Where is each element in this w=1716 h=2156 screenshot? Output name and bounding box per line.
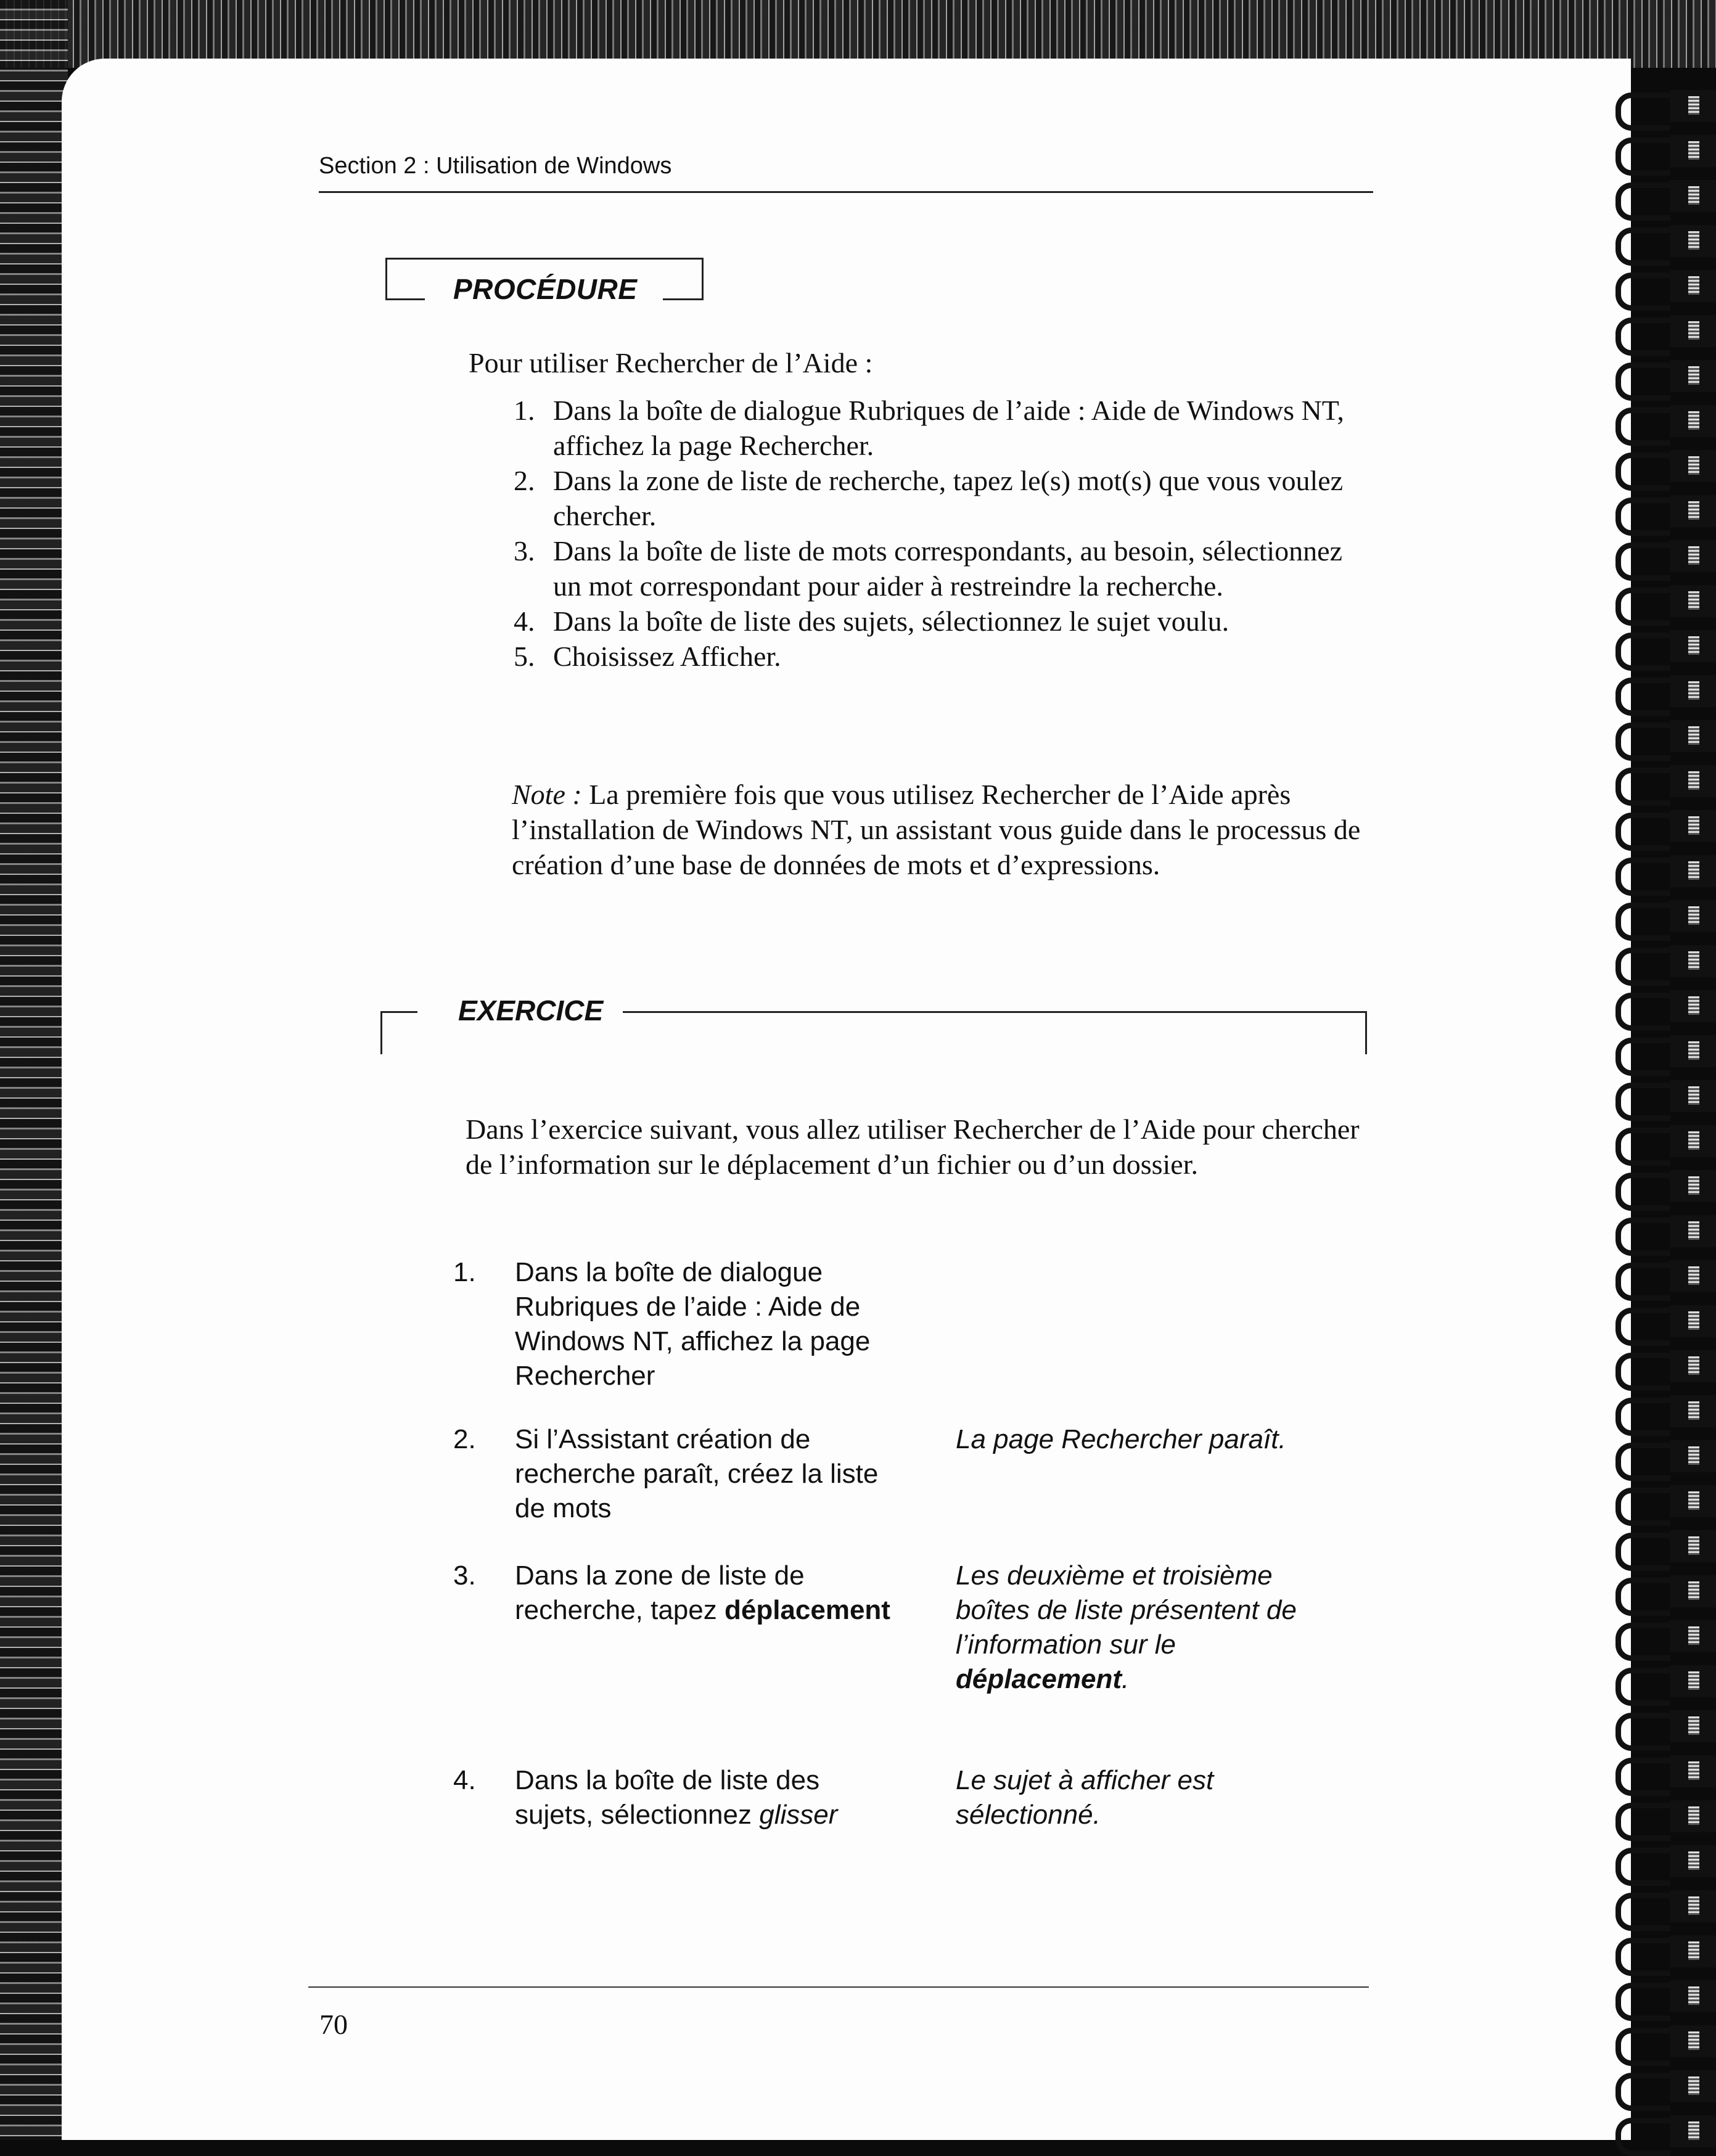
exercice-step-action <box>515 1763 946 1832</box>
binding-coil <box>1615 1173 1670 1211</box>
binding-coil <box>1615 1443 1670 1481</box>
binding-coil <box>1615 1938 1670 1976</box>
binding-tab <box>1670 1935 1716 1967</box>
binding-tab <box>1670 1710 1716 1742</box>
note-text: La première fois que vous utilisez Rechercher de l’Aide après l’installation de Windows NT, un assistant vous guide dans le processus de création d’une base de données de mots et d’expressions. <box>512 779 1361 880</box>
binding-coil <box>1615 1623 1670 1661</box>
step-number: 5. <box>514 641 535 672</box>
binding-coil <box>1615 137 1670 176</box>
binding-coil <box>1615 227 1670 266</box>
binding-tab <box>1670 2070 1716 2102</box>
action-keyword: déplacement <box>724 1595 890 1625</box>
binding-tab <box>1670 585 1716 617</box>
binding-coil <box>1615 1398 1670 1436</box>
action-line: Rubriques de l’aide : Aide de <box>515 1292 861 1322</box>
binding-tab <box>1670 1890 1716 1922</box>
exercice-title: EXERCICE <box>458 994 604 1027</box>
step-number: 4. <box>514 605 535 637</box>
exercice-frame-right-vertical <box>1365 1011 1367 1054</box>
binding-coil <box>1615 1263 1670 1301</box>
binding-tab <box>1670 1845 1716 1877</box>
binding-coil <box>1615 1218 1670 1256</box>
binding-tab <box>1670 630 1716 662</box>
exercice-step-number: 3. <box>453 1560 476 1591</box>
procedure-intro: Pour utiliser Rechercher de l’Aide : <box>469 347 873 379</box>
binding-tab <box>1670 2025 1716 2057</box>
procedure-frame-bottom-left <box>385 298 425 300</box>
exercice-step-result <box>956 1422 1375 1457</box>
binding-coil <box>1615 1803 1670 1841</box>
action-line: Windows NT, affichez la page <box>515 1326 871 1356</box>
binding-coil <box>1615 813 1670 851</box>
binding-coil <box>1615 1083 1670 1121</box>
step-text: Dans la boîte de liste de mots correspondants, au besoin, sélectionnez un mot correspondant pour aider à restreindre la recherche. <box>553 535 1342 602</box>
binding-tab <box>1670 1575 1716 1607</box>
exercice-frame-right <box>623 1011 1367 1013</box>
binding-coil <box>1615 1983 1670 2021</box>
result-line: Le sujet à afficher est <box>956 1765 1214 1795</box>
binding-tab <box>1670 405 1716 437</box>
footer-rule <box>308 1986 1369 1988</box>
exercice-step-number: 1. <box>453 1257 476 1287</box>
action-line: Si l’Assistant création de <box>515 1424 811 1454</box>
exercice-step-action <box>515 1255 946 1393</box>
binding-coil <box>1615 92 1670 131</box>
scan-border-left <box>0 0 68 2140</box>
binding-coil <box>1615 363 1670 401</box>
binding-coil <box>1615 408 1670 446</box>
binding-tab <box>1670 1125 1716 1157</box>
procedure-steps <box>509 393 1353 674</box>
binding-coil <box>1615 768 1670 806</box>
result-line: La page Rechercher paraît. <box>956 1424 1286 1454</box>
procedure-step <box>509 393 1353 463</box>
binding-tab <box>1670 1530 1716 1562</box>
action-text: sujets, sélectionnez <box>515 1800 760 1830</box>
binding-tab <box>1670 900 1716 932</box>
binding-coil <box>1615 1533 1670 1571</box>
binding-tab <box>1670 1260 1716 1292</box>
spiral-binding <box>1591 86 1716 2140</box>
page-number: 70 <box>319 2009 348 2040</box>
binding-tab <box>1670 1620 1716 1652</box>
step-text: Dans la boîte de liste des sujets, sélectionnez le sujet voulu. <box>553 605 1230 637</box>
binding-tab <box>1670 1215 1716 1247</box>
binding-tab <box>1670 180 1716 212</box>
binding-tab <box>1670 1440 1716 1472</box>
binding-coil <box>1615 1848 1670 1886</box>
exercice-step-action <box>515 1422 946 1526</box>
procedure-step <box>509 604 1353 639</box>
binding-tab <box>1670 225 1716 257</box>
binding-tab <box>1670 270 1716 302</box>
binding-tab <box>1670 1980 1716 2012</box>
step-text: Dans la zone de liste de recherche, tapez le(s) mot(s) que vous voulez chercher. <box>553 465 1344 531</box>
procedure-step <box>509 533 1353 604</box>
binding-coil <box>1615 2073 1670 2111</box>
binding-coil <box>1615 1488 1670 1526</box>
action-line: de mots <box>515 1493 612 1523</box>
header-rule <box>319 191 1373 193</box>
result-line <box>956 1662 1375 1697</box>
binding-coil <box>1615 1128 1670 1166</box>
binding-tab <box>1670 1665 1716 1697</box>
exercice-step-number: 4. <box>453 1765 476 1795</box>
binding-tab <box>1670 945 1716 977</box>
procedure-step <box>509 639 1353 674</box>
action-line: Dans la zone de liste de <box>515 1560 805 1591</box>
binding-tab <box>1670 315 1716 347</box>
binding-tab <box>1670 1755 1716 1787</box>
result-line: boîtes de liste présentent de <box>956 1595 1297 1625</box>
binding-tab <box>1670 90 1716 122</box>
binding-tab <box>1670 1035 1716 1067</box>
binding-tab <box>1670 855 1716 887</box>
action-line: recherche paraît, créez la liste <box>515 1459 879 1489</box>
binding-coil <box>1615 2028 1670 2066</box>
action-keyword: glisser <box>759 1800 838 1830</box>
step-text: Dans la boîte de dialogue Rubriques de l’aide : Aide de Windows NT, affichez la page Rechercher. <box>553 395 1344 461</box>
binding-coil <box>1615 273 1670 311</box>
procedure-note <box>512 777 1387 882</box>
binding-coil <box>1615 1758 1670 1796</box>
step-text: Choisissez Afficher. <box>553 641 781 672</box>
binding-tab <box>1670 495 1716 527</box>
binding-coil <box>1615 948 1670 986</box>
binding-tab <box>1670 1080 1716 1112</box>
binding-tab <box>1670 1395 1716 1427</box>
procedure-title: PROCÉDURE <box>453 273 638 305</box>
binding-tab <box>1670 1350 1716 1382</box>
binding-coil <box>1615 1353 1670 1391</box>
binding-coil <box>1615 1713 1670 1751</box>
binding-coil <box>1615 633 1670 671</box>
binding-coil <box>1615 1308 1670 1346</box>
action-text: recherche, tapez <box>515 1595 725 1625</box>
procedure-frame-bottom-right <box>663 298 702 300</box>
binding-coil <box>1615 2118 1670 2156</box>
exercice-step-result <box>956 1559 1375 1697</box>
binding-coil <box>1615 543 1670 581</box>
binding-coil <box>1615 723 1670 761</box>
exercice-frame-left-vertical <box>380 1011 382 1054</box>
action-line: Rechercher <box>515 1361 655 1391</box>
binding-coil <box>1615 1668 1670 1706</box>
binding-tab <box>1670 450 1716 482</box>
binding-coil <box>1615 903 1670 941</box>
binding-coil <box>1615 678 1670 716</box>
step-number: 3. <box>514 535 535 567</box>
action-line <box>515 1593 946 1628</box>
action-line: Dans la boîte de liste des <box>515 1765 820 1795</box>
result-line: sélectionné. <box>956 1800 1101 1830</box>
action-line: Dans la boîte de dialogue <box>515 1257 823 1287</box>
binding-tab <box>1670 1170 1716 1202</box>
step-number: 1. <box>514 395 535 426</box>
note-label: Note : <box>512 779 582 810</box>
binding-tab <box>1670 540 1716 572</box>
binding-tab <box>1670 2115 1716 2147</box>
binding-tab <box>1670 1305 1716 1337</box>
result-suffix: . <box>1121 1664 1130 1694</box>
binding-coil <box>1615 1038 1670 1076</box>
exercice-step-action <box>515 1559 946 1628</box>
exercice-step-number: 2. <box>453 1424 476 1454</box>
action-line <box>515 1798 946 1832</box>
result-line: Les deuxième et troisième <box>956 1560 1273 1591</box>
binding-coil <box>1615 453 1670 491</box>
binding-coil <box>1615 1578 1670 1616</box>
binding-coil <box>1615 1893 1670 1931</box>
binding-coil <box>1615 993 1670 1031</box>
binding-tab <box>1670 1485 1716 1517</box>
binding-coil <box>1615 498 1670 536</box>
exercice-frame-left <box>380 1011 417 1013</box>
step-number: 2. <box>514 465 535 496</box>
exercice-intro: Dans l’exercice suivant, vous allez utiliser Rechercher de l’Aide pour chercher de l’information sur le déplacement d’un fichier ou d’un dossier. <box>466 1113 1360 1180</box>
binding-tab <box>1670 135 1716 167</box>
binding-tab <box>1670 360 1716 392</box>
binding-tab <box>1670 675 1716 707</box>
binding-tab <box>1670 720 1716 752</box>
binding-coil <box>1615 182 1670 221</box>
binding-tab <box>1670 765 1716 797</box>
exercice-step-result <box>956 1763 1375 1832</box>
binding-tab <box>1670 1800 1716 1832</box>
scan-border-top <box>0 0 1716 68</box>
result-keyword: déplacement <box>956 1664 1122 1694</box>
binding-tab <box>1670 810 1716 842</box>
binding-coil <box>1615 588 1670 626</box>
section-header: Section 2 : Utilisation de Windows <box>319 153 672 179</box>
result-line: l’information sur le <box>956 1629 1176 1660</box>
binding-tab <box>1670 990 1716 1022</box>
procedure-step <box>509 463 1353 533</box>
binding-coil <box>1615 858 1670 896</box>
binding-coil <box>1615 318 1670 356</box>
